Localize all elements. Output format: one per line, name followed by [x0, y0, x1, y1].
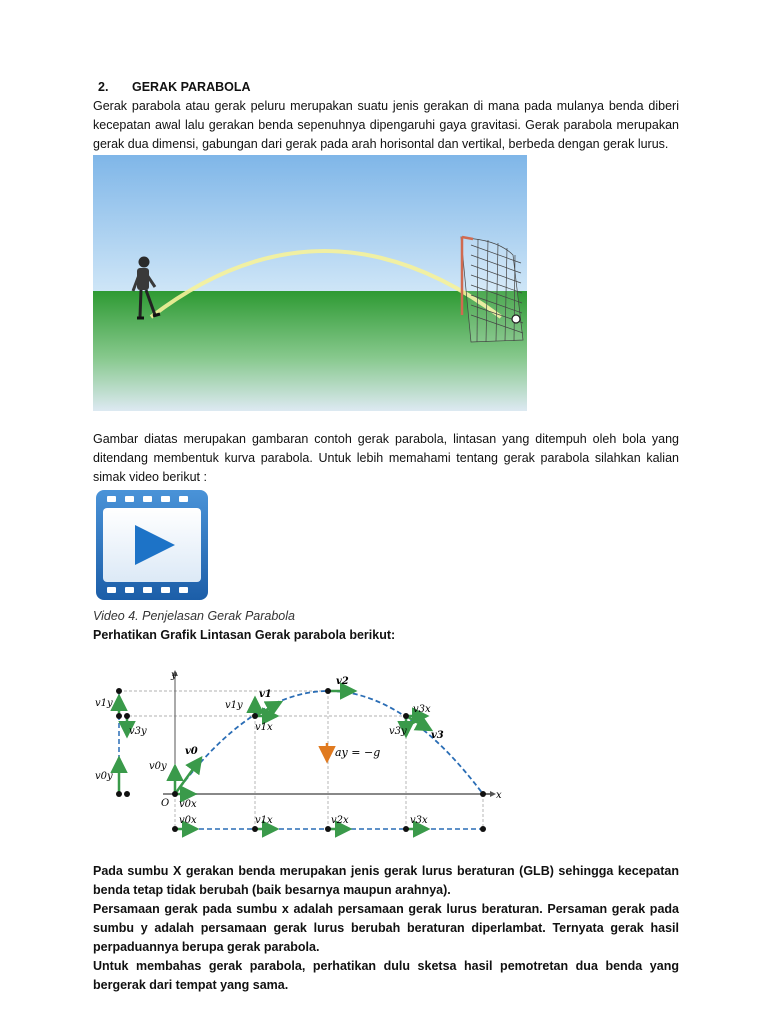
explanation-paragraphs: [93, 862, 679, 995]
parabola-path: [175, 691, 483, 794]
label-v1x-bottom: v1x: [255, 815, 273, 826]
label-v2x-bottom: v2x: [331, 815, 349, 826]
trajectory-diagram: [93, 666, 523, 842]
paragraph-sketch: Untuk membahas gerak parabola, perhatikan dulu sketsa hasil pemotretan dua benda yang bergerak dari tempat yang sama.: [93, 959, 679, 992]
label-gravity: ay = −g: [335, 746, 381, 759]
label-v0y: v0y: [149, 761, 167, 772]
origin-label: O: [161, 798, 170, 809]
ball: [512, 315, 520, 323]
section-number: 2.: [98, 80, 109, 94]
intro-paragraph: Gerak parabola atau gerak peluru merupakan suatu jenis gerakan di mana pada mulanya benda diberi kecepatan awal lalu gerakan benda sepenuhnya dipengaruhi gaya gravitasi. Gerak parabola merupakan gerak dua dimensi, gabungan dari gerak pada arah horisontal dan vertikal, berbeda dengan gerak lurus.: [93, 99, 679, 151]
graph-intro: Perhatikan Grafik Lintasan Gerak parabola berikut:: [93, 628, 396, 642]
label-v1y: v1y: [225, 700, 243, 711]
section-heading: [98, 80, 251, 94]
image-description: Gambar diatas merupakan gambaran contoh gerak parabola, lintasan yang ditempuh oleh bola yang ditendang membentuk kurva parabola. Untuk lebih memahami tentang gerak parabola silahkan kalian simak video berikut :: [93, 432, 679, 484]
label-v3: v3: [431, 730, 444, 741]
label-v3y: v3y: [389, 726, 407, 737]
label-v0x-bottom: v0x: [179, 815, 197, 826]
label-v0x: v0x: [179, 799, 197, 810]
paragraph-equations: Persamaan gerak pada sumbu x adalah persamaan gerak lurus beraturan. Persaman gerak pada sumbu y adalah persamaan gerak lurus berubah beraturan diperlambat. Ternyata gerak hasil perpaduannya berupa gerak parabola.: [93, 902, 679, 954]
label-v0y-left: v0y: [95, 771, 113, 782]
label-v3x: v3x: [413, 704, 431, 715]
label-v1x: v1x: [255, 722, 273, 733]
label-v1: v1: [259, 689, 272, 700]
video-play-icon[interactable]: [95, 489, 209, 601]
y-axis-label: y: [171, 670, 177, 681]
label-v0: v0: [185, 746, 198, 757]
label-v3y-left: v3y: [129, 726, 147, 737]
paragraph-glb: Pada sumbu X gerakan benda merupakan jenis gerak lurus beraturan (GLB) sehingga kecepatan benda tetap tidak berubah (baik besarnya maupun arahnya).: [93, 864, 679, 897]
parabola-kick-illustration: [93, 155, 527, 411]
section-title: GERAK PARABOLA: [132, 80, 251, 94]
x-axis-label: x: [496, 790, 502, 801]
video-caption: Video 4. Penjelasan Gerak Parabola: [93, 609, 295, 623]
label-v2: v2: [336, 676, 349, 687]
label-v1y-left: v1y: [95, 698, 113, 709]
label-v3x-bottom: v3x: [410, 815, 428, 826]
